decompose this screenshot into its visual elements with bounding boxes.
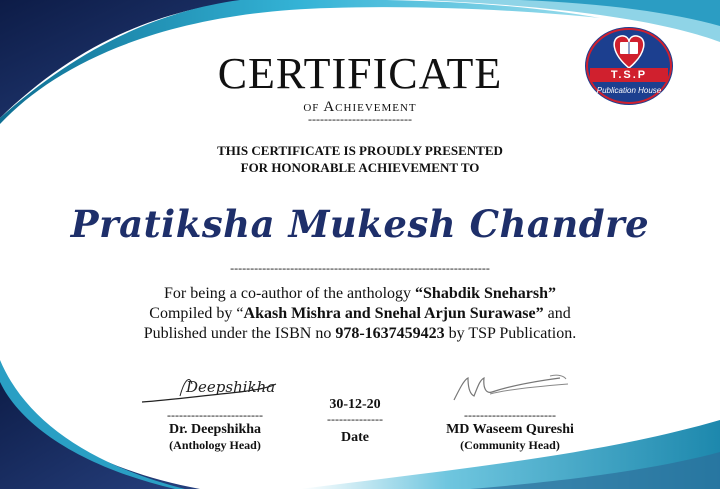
certificate-body (0, 284, 720, 344)
body-line-2 (0, 304, 720, 324)
waseem-signature (450, 370, 580, 406)
anthology-name: “Shabdik Sneharsh” (415, 285, 556, 302)
recipient-name: Pratiksha Mukesh Chandre (70, 202, 650, 246)
signature-text: Deepshikha (186, 378, 276, 396)
date-label: Date (341, 430, 369, 445)
signatory-name: MD Waseem Qureshi (446, 422, 574, 437)
community-head-signature-block (420, 409, 600, 453)
body-line-3-suffix: by TSP Publication. (444, 325, 577, 342)
presented-line-2: FOR HONORABLE ACHIEVEMENT TO (240, 160, 480, 175)
signature-line: ------------------------ (167, 408, 263, 422)
issue-date: 30-12-20 (329, 397, 381, 412)
subtitle-underline: -------------------------- (308, 112, 412, 126)
presented-text (0, 142, 720, 176)
body-line-1-text: For being a co-author of the anthology (163, 285, 416, 302)
date-line: -------------- (327, 412, 383, 426)
signature-line: ----------------------- (464, 408, 556, 422)
body-line-1 (0, 284, 720, 304)
recipient-underline: ----------------------------------------------------------------- (230, 261, 490, 275)
presented-line-1: THIS CERTIFICATE IS PROUDLY PRESENTED (217, 143, 503, 158)
body-line-3-text: Published under the ISBN no (143, 325, 336, 342)
logo-brand: T.S.P (610, 69, 648, 81)
body-line-2-text: Compiled by “ (149, 305, 244, 322)
signatory-role: (Anthology Head) (169, 438, 261, 452)
body-line-3 (0, 324, 720, 344)
compiler-names: Akash Mishra and Snehal Arjun Surawase” (243, 305, 544, 322)
body-line-2-suffix: and (543, 305, 571, 322)
isbn-number: 978-1637459423 (335, 325, 445, 342)
deepshikha-signature (140, 370, 280, 410)
anthology-head-signature-block (130, 409, 300, 453)
date-block (300, 397, 410, 447)
certificate-subtitle: of Achievement (303, 99, 417, 115)
certificate-title: CERTIFICATE (217, 49, 503, 98)
signatory-role: (Community Head) (460, 438, 560, 452)
logo-tagline: Publication House (596, 86, 662, 95)
signatory-name: Dr. Deepshikha (168, 422, 262, 437)
